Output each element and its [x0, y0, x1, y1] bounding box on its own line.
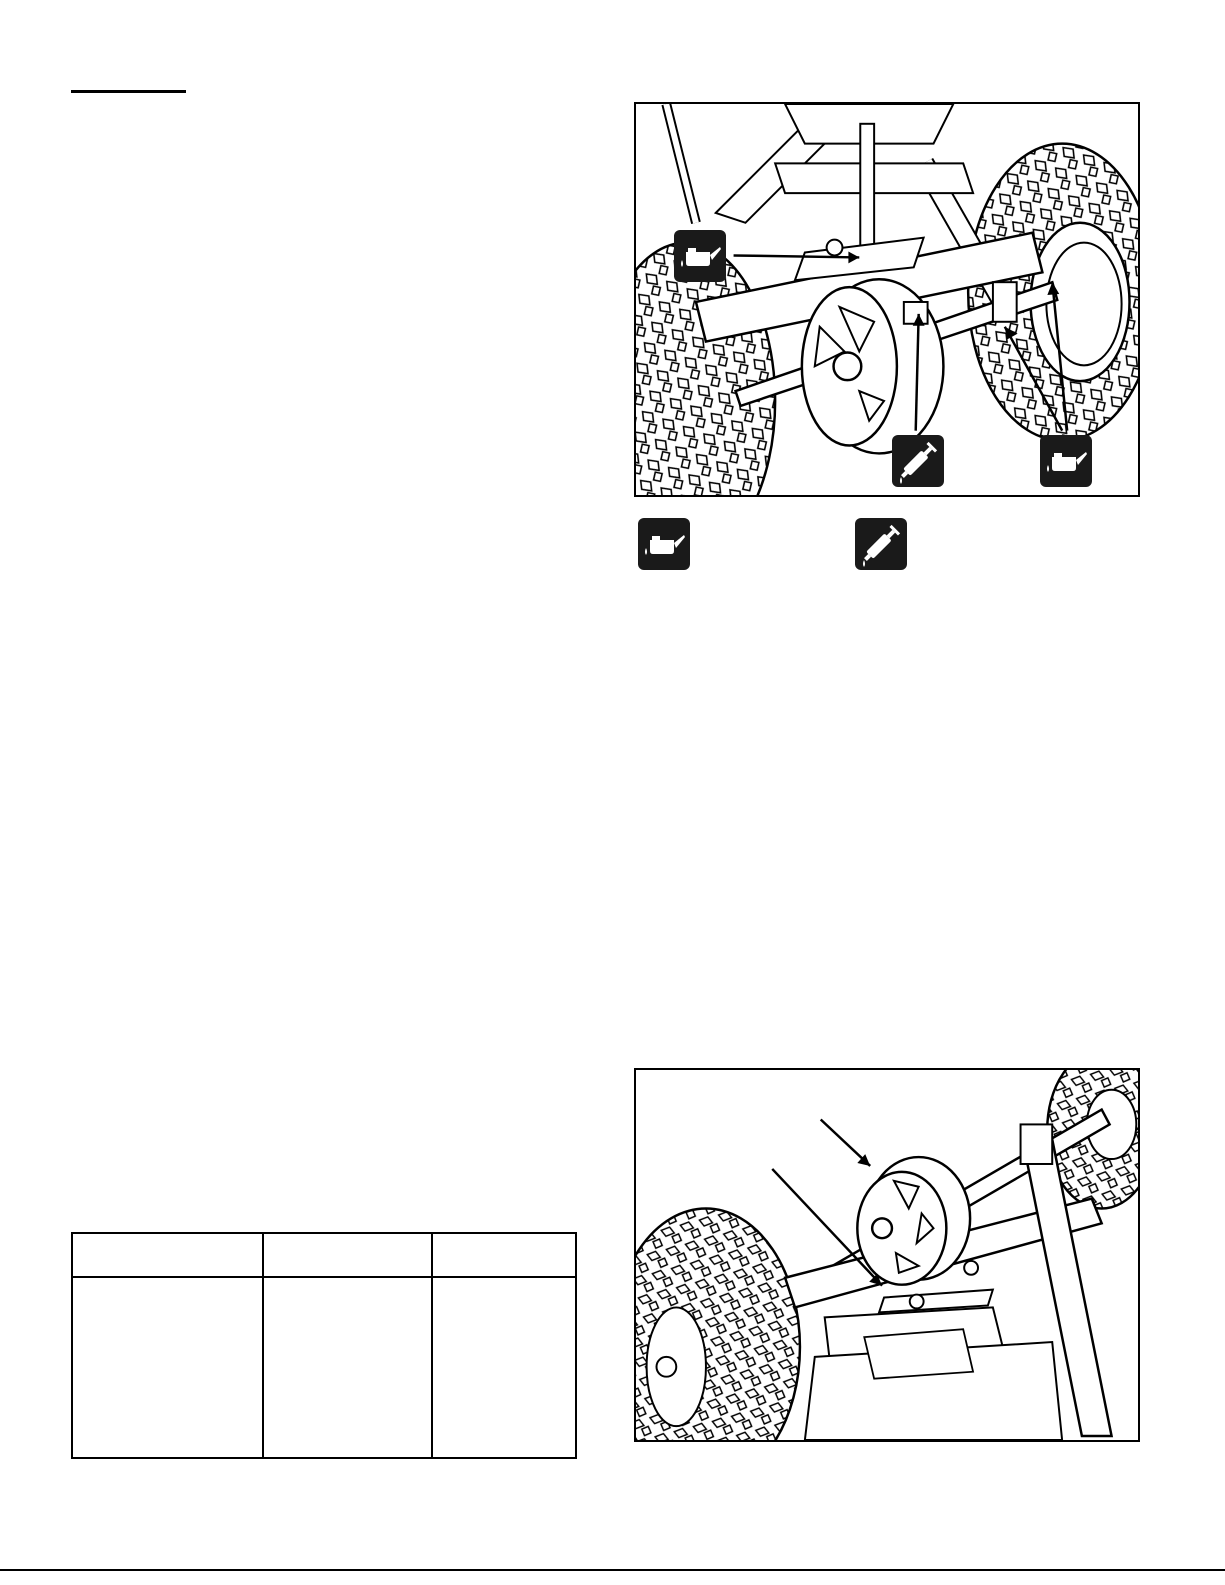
table-cell — [263, 1277, 431, 1458]
spec-table — [71, 1232, 577, 1459]
oil-can-icon — [674, 230, 726, 282]
legend-grease-gun-icon — [855, 518, 907, 570]
table-header-cell — [263, 1233, 431, 1277]
table-cell — [432, 1277, 576, 1458]
oil-can-icon — [1040, 435, 1092, 487]
gearbox-drawing — [636, 1070, 1138, 1440]
legend-oil-can-icon — [638, 518, 690, 570]
grease-gun-icon — [892, 435, 944, 487]
lubrication-points-figure — [634, 102, 1140, 497]
table-header-row — [72, 1233, 576, 1277]
table-row — [72, 1277, 576, 1458]
table-header-cell — [432, 1233, 576, 1277]
section-heading-underline — [71, 90, 186, 93]
gearbox-figure — [634, 1068, 1140, 1442]
table-header-cell — [72, 1233, 263, 1277]
page-footer-rule — [0, 1569, 1225, 1571]
table-cell — [72, 1277, 263, 1458]
